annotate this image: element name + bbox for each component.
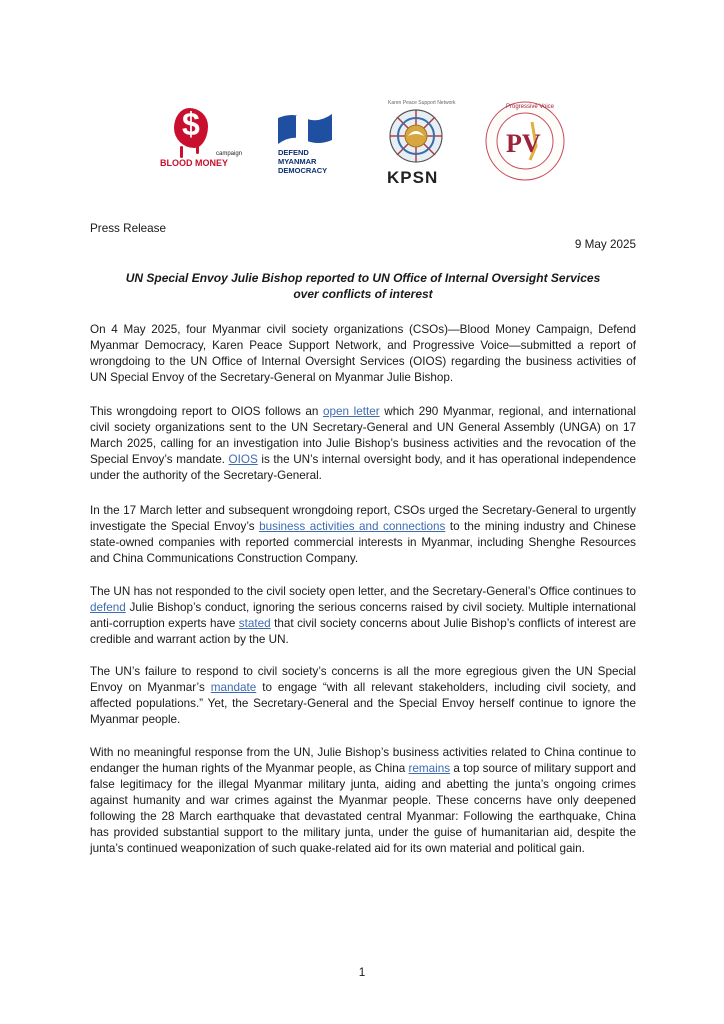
pv-arc-text: Progressive Voice — [506, 104, 555, 110]
open-letter-link[interactable]: open letter — [323, 405, 380, 418]
mandate-link[interactable]: mandate — [210, 681, 257, 694]
document-label: Press Release — [90, 222, 167, 235]
paragraph-1 — [90, 322, 636, 386]
title-line-1: UN Special Envoy Julie Bishop reported to UN Office of Internal Oversight Services — [125, 271, 601, 285]
kpsn-arc-text: Karen Peace Support Network — [388, 100, 456, 106]
dmd-line-2: MYANMAR — [278, 157, 317, 166]
blood-money-logo — [160, 108, 243, 178]
paragraph-1-text: On 4 May 2025, four Myanmar civil society organizations (CSOs)—Blood Money Campaign, Defend Myanmar Democracy, Karen Peace Support Network, and Progressive Voice—submitted a report of wrongdoing to the UN Office of Internal Oversight Services (OIOS) regarding the business activities of UN Special Envoy of the Secretary-General on Myanmar Julie Bishop. — [90, 323, 636, 384]
page-number: 1 — [358, 966, 366, 979]
remains-link[interactable]: remains — [408, 762, 451, 775]
paragraph-5: The UN’s failure to respond to civil society’s concerns is all the more egregious given the UN Special Envoy on Myanmar’s mandate to engage “with all relevant stakeholders, including civil society, and affected populations.” Yet, the Secretary-General and the Special Envoy herself continue to ignore the Myanmar people. — [90, 665, 636, 726]
paragraph-3: In the 17 March letter and subsequent wrongdoing report, CSOs urged the Secretary-General to urgently investigate the Special Envoy’s business activities and connections to the mining industry and Chinese state-owned companies with reported commercial interests in Myanmar, including Shenghe Resources and China Communications Construction Company. — [90, 504, 637, 565]
stated-link[interactable]: stated — [238, 617, 271, 630]
logo-strip — [160, 100, 580, 195]
defend-link[interactable]: defend — [90, 601, 126, 614]
kpsn-logo — [382, 100, 456, 192]
paragraph-6: With no meaningful response from the UN, Julie Bishop’s business activities related to China continue to endanger the human rights of the Myanmar people, as China remains a top source of military support and false legitimacy for the illegal Myanmar military junta, aiding and abetting the junta’s ongoing crimes against humanity and war crimes against the Myanmar people. These concerns have only deepened following the 28 March earthquake that devastated central Myanmar: Following the earthquake, China has provided substantial support to the military junta, under the guise of humanitarian aid, despite the junta’s continued weaponization of such quake-related aid for its own material and political gain. — [90, 746, 636, 855]
blood-money-mark-icon — [174, 108, 208, 148]
title-line-2: over conflicts of interest — [293, 287, 433, 301]
dmd-flag-icon — [278, 110, 332, 146]
dmd-line-1: DEFEND — [278, 148, 309, 157]
oios-link[interactable]: OIOS — [228, 453, 258, 466]
dmd-line-3: DEMOCRACY — [278, 166, 328, 175]
defend-myanmar-democracy-logo — [278, 110, 358, 190]
document-date: 9 May 2025 — [574, 238, 636, 251]
pv-ring-icon — [484, 100, 566, 182]
paragraph-2: This wrongdoing report to OIOS follows an open letter which 290 Myanmar, regional, and international civil society organizations sent to the UN Secretary-General and UN General Assembly (UNGA) on 17 March 2025, calling for an investigation into Julie Bishop’s business activities and the revocation of the Special Envoy’s mandate. OIOS is the UN’s internal oversight body, and it has operational independence under the authority of the Secretary-General. — [90, 405, 637, 482]
document-title — [90, 270, 636, 302]
blood-money-sub: campaign — [216, 151, 243, 157]
progressive-voice-logo — [484, 100, 580, 192]
pv-letters: PV — [506, 129, 541, 158]
paragraph-4: The UN has not responded to the civil society open letter, and the Secretary-General’s Office continues to defend Julie Bishop’s conduct, ignoring the serious concerns raised by civil society. Multiple international anti-corruption experts have stated that civil society concerns about Julie Bishop’s conflicts of interest are credible and warrant action by the UN. — [90, 585, 636, 646]
kpsn-dove-icon — [388, 108, 444, 164]
business-activities-link[interactable]: business activities and connections — [259, 520, 446, 533]
blood-money-name: BLOOD MONEY — [160, 158, 229, 168]
kpsn-name: KPSN — [387, 168, 439, 187]
